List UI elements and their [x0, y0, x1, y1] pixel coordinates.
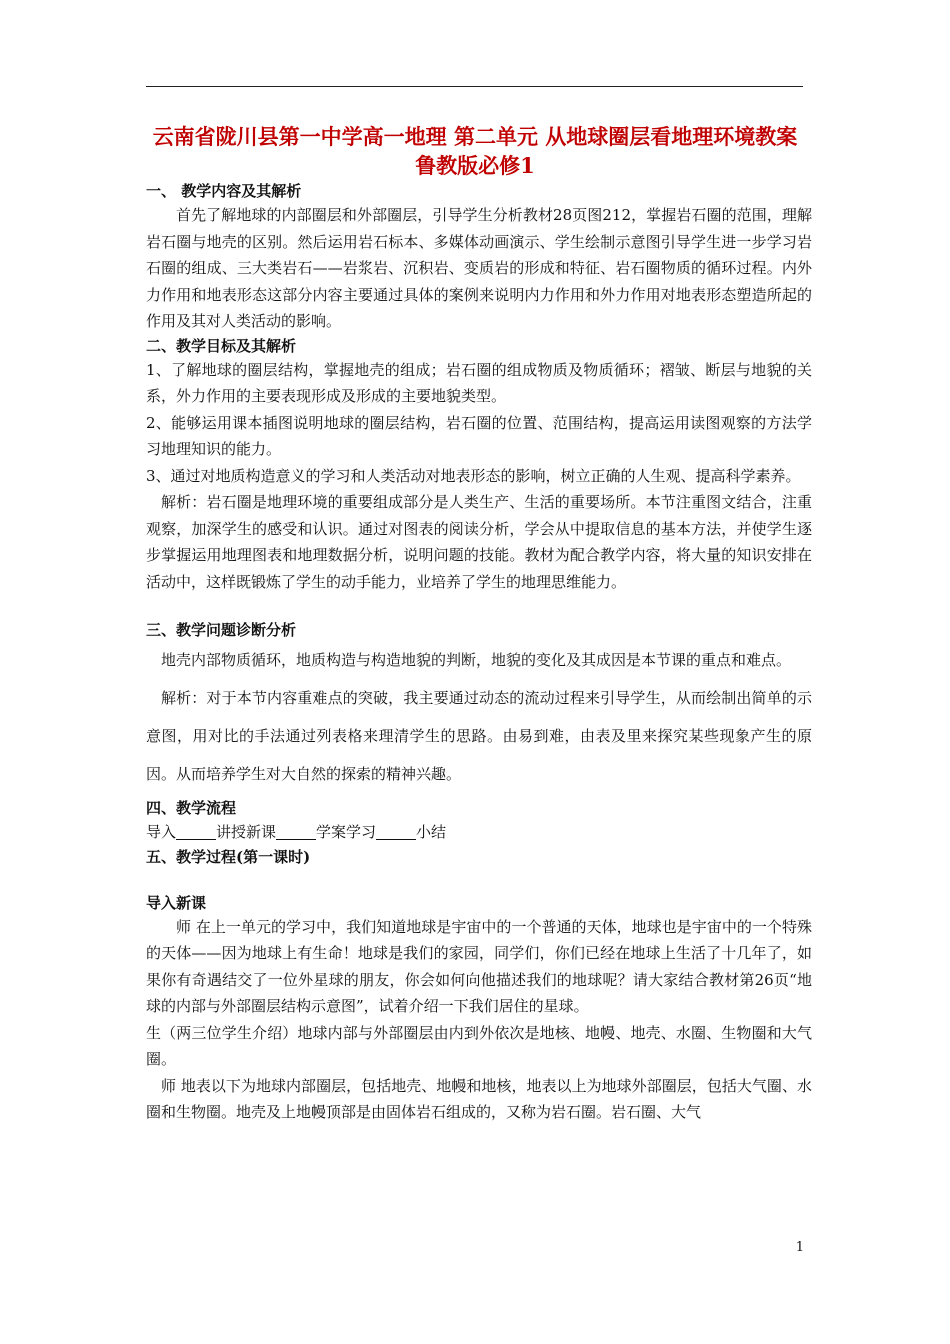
goal-analysis: 解析：岩石圈是地理环境的重要组成部分是人类生产、生活的重要场所。本节注重图文结合，注重观察，加深学生的感受和认识。通过对图表的阅读分析，学会从中提取信息的基本方法，并使学生逐步掌握运用地理图表和地理数据分析，说明问题的技能。教材为配合教学内容，将大量的知识安排在活动中，这样既锻炼了学生的动手能力，业培养了学生的地理思维能力。 — [146, 493, 812, 591]
subheading-intro: 导入新课 — [146, 893, 207, 912]
teacher-line-1: 师 在上一单元的学习中，我们知道地球是宇宙中的一个普通的天体，地球也是宇宙中的一个特殊的天体——因为地球上有生命！地球是我们的家园，同学们，你们已经在地球上生活了十几年了，如果你有奇遇结交了一位外星球的朋友，你会如何向他描述我们的地球呢？请大家结合教材第26页“地球的内部与外部圈层结构示意图”，试着介绍一下我们居住的星球。 — [146, 917, 812, 1015]
teacher-line-2: 师 地表以下为地球内部圈层，包括地壳、地幔和地核，地表以上为地球外部圈层，包括大气圈、水圈和生物圈。地壳及上地幔顶部是由固体岩石组成的，又称为岩石圈。岩石圈、大气 — [146, 1076, 812, 1121]
section-heading-4: 四、教学流程 — [146, 799, 237, 817]
goal-1: 1、了解地球的圈层结构，掌握地壳的组成；岩石圈的组成物质及物质循环；褶皱、断层与地貌的关系，外力作用的主要表现形成及形成的主要地貌类型。 — [146, 360, 812, 405]
section-heading-5: 五、教学过程(第一课时) — [146, 847, 311, 866]
header-rule — [146, 86, 803, 87]
document-title: 云南省陇川县第一中学高一地理 第二单元 从地球圈层看地理环境教案 鲁教版必修1 — [152, 124, 798, 178]
section-heading-3: 三、教学问题诊断分析 — [146, 621, 297, 639]
diagnosis-paragraph: 地壳内部物质循环，地质构造与构造地貌的判断，地貌的变化及其成因是本节课的重点和难点。 — [161, 651, 792, 669]
flow-step-3: 学案学习 — [316, 823, 377, 841]
goal-3: 3、通过对地质构造意义的学习和人类活动对地表形态的影响，树立正确的人生观、提高科学素养。 — [146, 466, 801, 485]
flow-blank — [176, 825, 216, 840]
flow-blank — [276, 825, 316, 840]
flow-step-4: 小结 — [416, 823, 447, 841]
flow-step-2: 讲授新课 — [216, 823, 277, 841]
page-number: 1 — [795, 1240, 804, 1255]
diagnosis-analysis: 解析：对于本节内容重难点的突破，我主要通过动态的流动过程来引导学生，从而绘制出简单的示意图，用对比的手法通过列表格来理清学生的思路。由易到难，由表及里来探究某些现象产生的原因。从而培养学生对大自然的探索的精神兴趣。 — [146, 689, 812, 783]
flow-step-1: 导入 — [146, 823, 177, 841]
section-heading-2: 二、教学目标及其解析 — [146, 336, 297, 355]
section-heading-1: 一、 教学内容及其解析 — [146, 182, 302, 200]
goal-2: 2、能够运用课本插图说明地球的圈层结构，岩石圈的位置、范围结构，提高运用读图观察的方法学习地理知识的能力。 — [146, 413, 812, 458]
teaching-flow — [146, 819, 812, 846]
document-body — [146, 180, 812, 1126]
section-1-paragraph: 首先了解地球的内部圈层和外部圈层，引导学生分析教材28页图212，掌握岩石圈的范围，理解岩石圈与地壳的区别。然后运用岩石标本、多媒体动画演示、学生绘制示意图引导学生进一步学习岩石圈的组成、三大类岩石——岩浆岩、沉积岩、变质岩的形成和特征、岩石圈物质的循环过程。内外力作用和地表形态这部分内容主要通过具体的案例来说明内力作用和外力作用对地表形态塑造所起的作用及其对人类活动的影响。 — [146, 206, 812, 330]
student-line-1: 生（两三位学生介绍）地球内部与外部圈层由内到外依次是地核、地幔、地壳、水圈、生物圈和大气圈。 — [146, 1023, 812, 1068]
flow-blank — [376, 825, 416, 840]
